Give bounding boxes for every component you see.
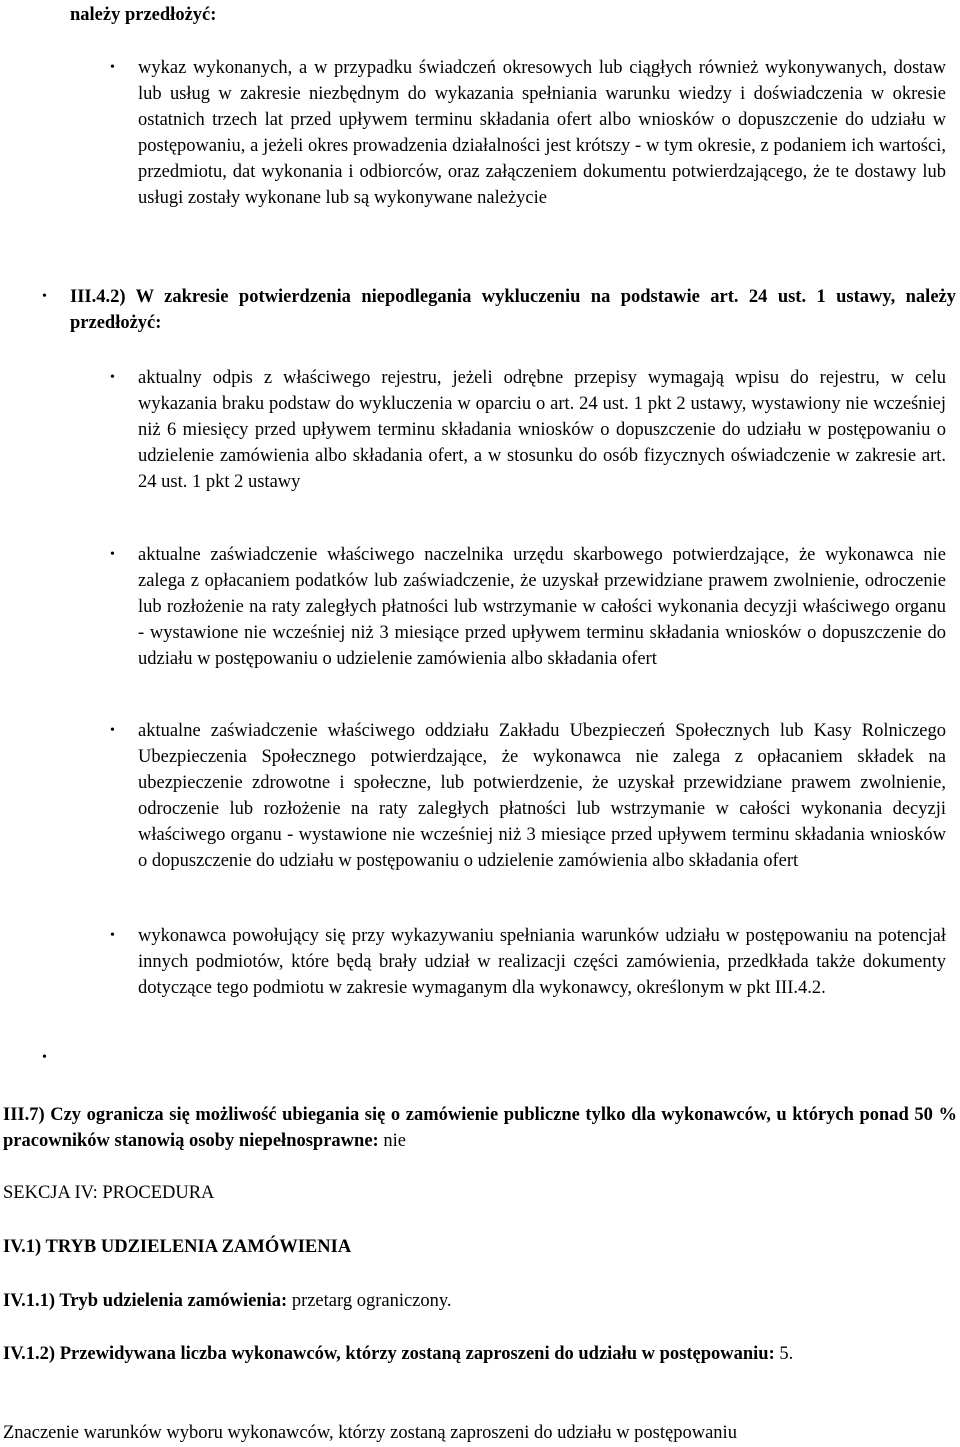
iv12-value: 5.	[779, 1344, 794, 1364]
iv11-value: przetarg ograniczony.	[291, 1291, 452, 1311]
bullet-icon: •	[42, 289, 47, 304]
footer-line: Znaczenie warunków wyboru wykonawców, którzy zostaną zaproszeni do udziału w postępowaniu	[3, 1423, 737, 1443]
section-342-heading: III.4.2) W zakresie potwierdzenia niepodlegania wykluczeniu na podstawie art. 24 ust. 1 ustawy, należy przedłożyć:	[70, 287, 956, 333]
intro-heading: należy przedłożyć:	[70, 5, 217, 25]
bullet-icon: •	[42, 1050, 47, 1065]
question-37-label: III.7) Czy ogranicza się możliwość ubiegania się o zamówienie publiczne tylko dla wykonawców, u których ponad 50 % pracowników stanowią osoby niepełnosprawne:	[3, 1105, 957, 1151]
section-4-title: SEKCJA IV: PROCEDURA	[3, 1183, 215, 1203]
iv12-row	[3, 1341, 960, 1367]
bullet-icon: •	[110, 370, 115, 385]
iv1-title: IV.1) TRYB UDZIELENIA ZAMÓWIENIA	[3, 1237, 352, 1257]
bullet-icon: •	[110, 60, 115, 75]
item-wykaz: wykaz wykonanych, a w przypadku świadczeń okresowych lub ciągłych również wykonywanych, dostaw lub usług w zakresie niezbędnym do wykazania spełniania warunku wiedzy i doświadczenia w okresie ostatnich trzech lat przed upływem terminu składania ofert albo wniosków o dopuszczenie do udziału w postępowaniu, a jeżeli okres prowadzenia działalności jest krótszy - w tym okresie, z podaniem ich wartości, przedmiotu, dat wykonania i odbiorców, oraz załączeniem dokumentu potwierdzającego, że te dostawy lub usługi zostały wykonane lub są wykonywane należycie	[138, 58, 946, 208]
iv12-label: IV.1.2) Przewidywana liczba wykonawców, którzy zostaną zaproszeni do udziału w postępowaniu:	[3, 1344, 775, 1364]
bullet-icon: •	[110, 928, 115, 943]
question-37	[3, 1102, 957, 1154]
question-37-value: nie	[383, 1131, 406, 1151]
iv11-label: IV.1.1) Tryb udzielenia zamówienia:	[3, 1291, 288, 1311]
list-item-potencjal: wykonawca powołujący się przy wykazywaniu spełniania warunków udziału w postępowaniu na potencjał innych podmiotów, które będą brały udział w realizacji części zamówienia, przedkłada także dokumenty dotyczące tego podmiotu w zakresie wymaganym dla wykonawcy, określonym w pkt III.4.2.	[138, 926, 946, 998]
bullet-icon: •	[110, 723, 115, 738]
iv11-row	[3, 1288, 452, 1314]
list-item-zus: aktualne zaświadczenie właściwego oddziału Zakładu Ubezpieczeń Społecznych lub Kasy Rolniczego Ubezpieczenia Społecznego potwierdzające, że wykonawca nie zalega z opłacaniem składek na ubezpieczenie zdrowotne i społeczne, lub potwierdzenie, że uzyskał przewidziane prawem zwolnienie, odroczenie lub rozłożenie na raty zaległych płatności lub wstrzymanie w całości wykonania decyzji właściwego organu - wystawione nie wcześniej niż 3 miesiące przed upływem terminu składania wniosków o dopuszczenie do udziału w postępowaniu o udzielenie zamówienia albo składania ofert	[138, 721, 946, 871]
list-item-us: aktualne zaświadczenie właściwego naczelnika urzędu skarbowego potwierdzające, że wykonawca nie zalega z opłacaniem podatków lub zaświadczenie, że uzyskał przewidziane prawem zwolnienie, odroczenie lub rozłożenie na raty zaległych płatności lub wstrzymanie w całości wykonania decyzji właściwego organu - wystawione nie wcześniej niż 3 miesiące przed upływem terminu składania wniosków o dopuszczenie do udziału w postępowaniu o udzielenie zamówienia albo składania ofert	[138, 545, 946, 669]
bullet-icon: •	[110, 547, 115, 562]
list-item-odpis: aktualny odpis z właściwego rejestru, jeżeli odrębne przepisy wymagają wpisu do rejestru, w celu wykazania braku podstaw do wykluczenia w oparciu o art. 24 ust. 1 pkt 2 ustawy, wystawiony nie wcześniej niż 6 miesięcy przed upływem terminu składania wniosków o dopuszczenie do udziału w postępowaniu o udzielenie zamówienia albo składania ofert, a w stosunku do osób fizycznych oświadczenie w zakresie art. 24 ust. 1 pkt 2 ustawy	[138, 368, 946, 492]
